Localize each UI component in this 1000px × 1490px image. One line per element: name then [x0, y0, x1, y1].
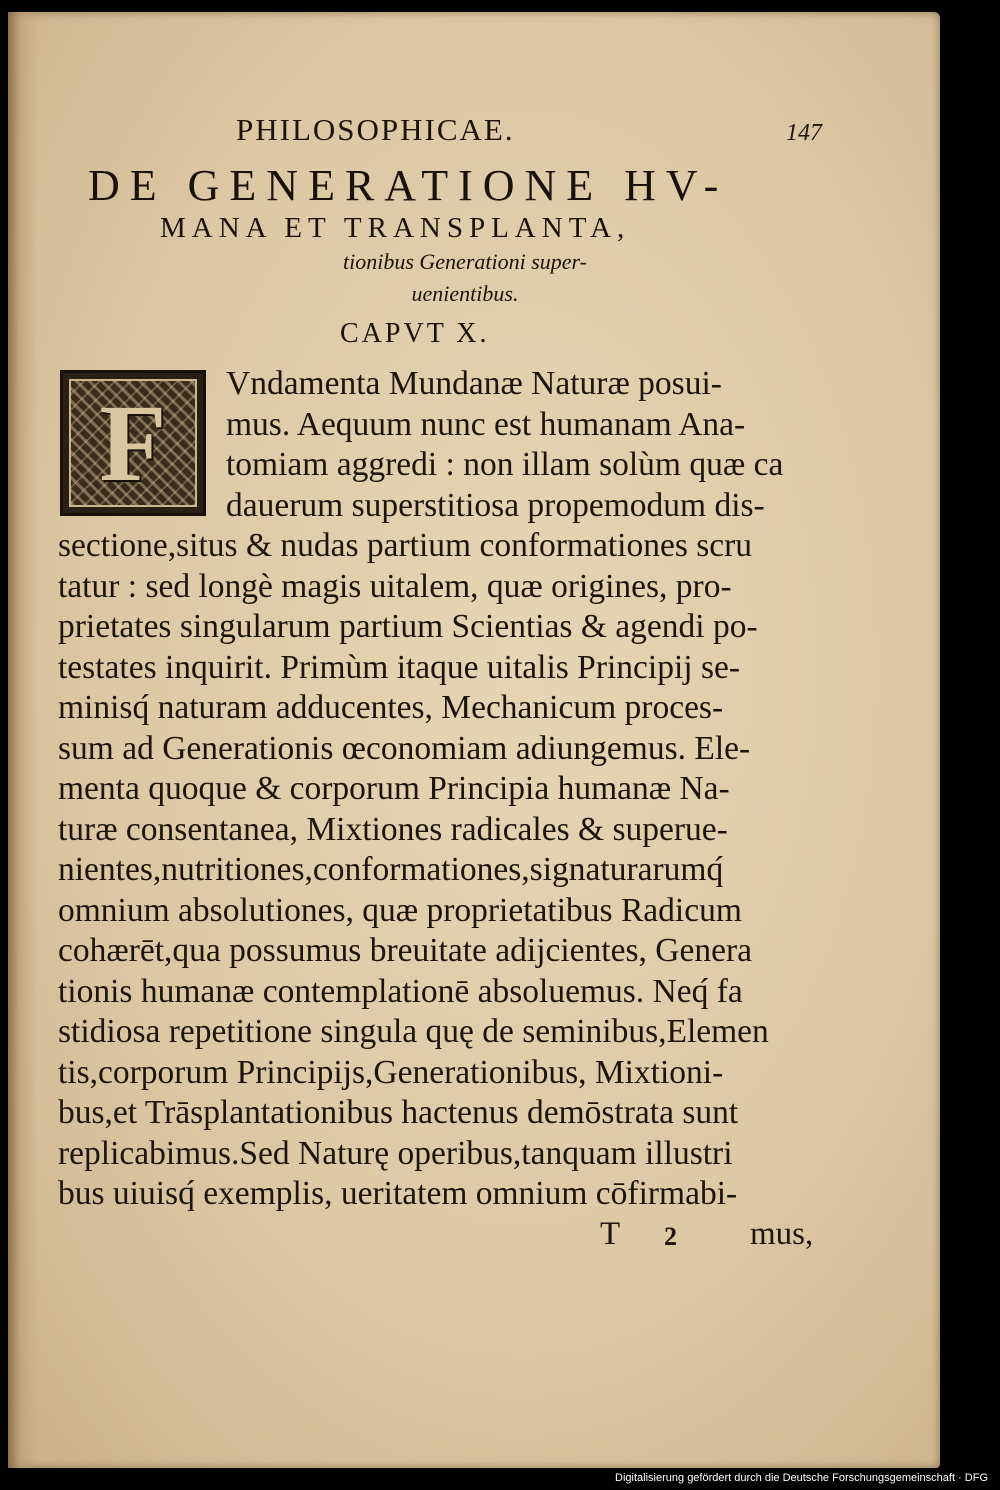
body-line: mus. Aequum nunc est humanam Ana-	[226, 405, 746, 443]
chapter-title-line-2: MANA ET TRANSPLANTA,	[160, 212, 631, 244]
body-line: tionis humanæ contemplationē absoluemus. Neq́ fa	[58, 972, 743, 1010]
body-line: stidiosa repetitione singula quę de seminibus,Elemen	[58, 1013, 769, 1050]
page-number: 147	[786, 120, 822, 146]
body-line: tatur : sed longè magis uitalem, quæ origines, pro-	[58, 567, 732, 605]
body-line: nientes,nutritiones,conformationes,signaturarumq́	[58, 851, 724, 888]
body-line: prietates singularum partium Scientias & agendi po-	[58, 608, 758, 645]
body-line: replicabimus.Sed Naturę operibus,tanquam illustri	[58, 1134, 733, 1172]
page-gutter-shadow	[8, 12, 38, 1468]
body-line: tomiam aggredi : non illam solùm quæ ca	[226, 446, 784, 483]
body-line: tis,corporum Principijs,Generationibus, Mixtioni-	[58, 1053, 724, 1091]
catchword: mus,	[750, 1216, 814, 1252]
chapter-title-line-1: DE GENERATIONE HV-	[88, 161, 729, 210]
body-line: sectione,situs & nudas partium conformationes scru	[58, 527, 753, 564]
body-line: testates inquirit. Primùm itaque uitalis Principij se-	[58, 648, 741, 686]
body-line: Vndamenta Mundanæ Naturæ posui-	[226, 365, 722, 402]
body-line: cohærēt,qua possumus breuitate adijcientes, Genera	[58, 932, 752, 969]
chapter-subtitle-line-2: uenientibus.	[411, 281, 519, 306]
body-line: bus uiuisq́ exemplis, ueritatem omnium cōfirmabi-	[58, 1175, 738, 1212]
body-line: bus,et Trāsplantationibus hactenus demōstrata sunt	[58, 1094, 739, 1131]
body-line: menta quoque & corporum Principia humanæ Na-	[58, 770, 730, 807]
chapter-subtitle-line-1: tionibus Generationi super-	[343, 249, 587, 274]
body-line: minisq́ naturam adducentes, Mechanicum proces-	[58, 689, 724, 726]
body-text	[58, 364, 838, 1215]
chapter-heading: CAPVT X.	[340, 318, 490, 349]
signature-mark: T	[600, 1216, 621, 1252]
digitization-credit: Digitalisierung gefördert durch die Deutsche Forschungsgemeinschaft · DFG	[615, 1472, 988, 1484]
decorated-initial-letter: F	[99, 382, 167, 504]
chapter-subtitle	[160, 246, 770, 310]
signature-number: 2	[664, 1222, 677, 1251]
running-head: PHILOSOPHICAE.	[236, 112, 515, 147]
body-line: turæ consentanea, Mixtiones radicales & superue-	[58, 810, 728, 848]
body-line: dauerum superstitiosa propemodum dis-	[226, 486, 765, 524]
body-line: omnium absolutiones, quæ proprietatibus Radicum	[58, 891, 742, 929]
body-line: sum ad Generationis œconomiam adiungemus. Ele-	[58, 729, 751, 767]
